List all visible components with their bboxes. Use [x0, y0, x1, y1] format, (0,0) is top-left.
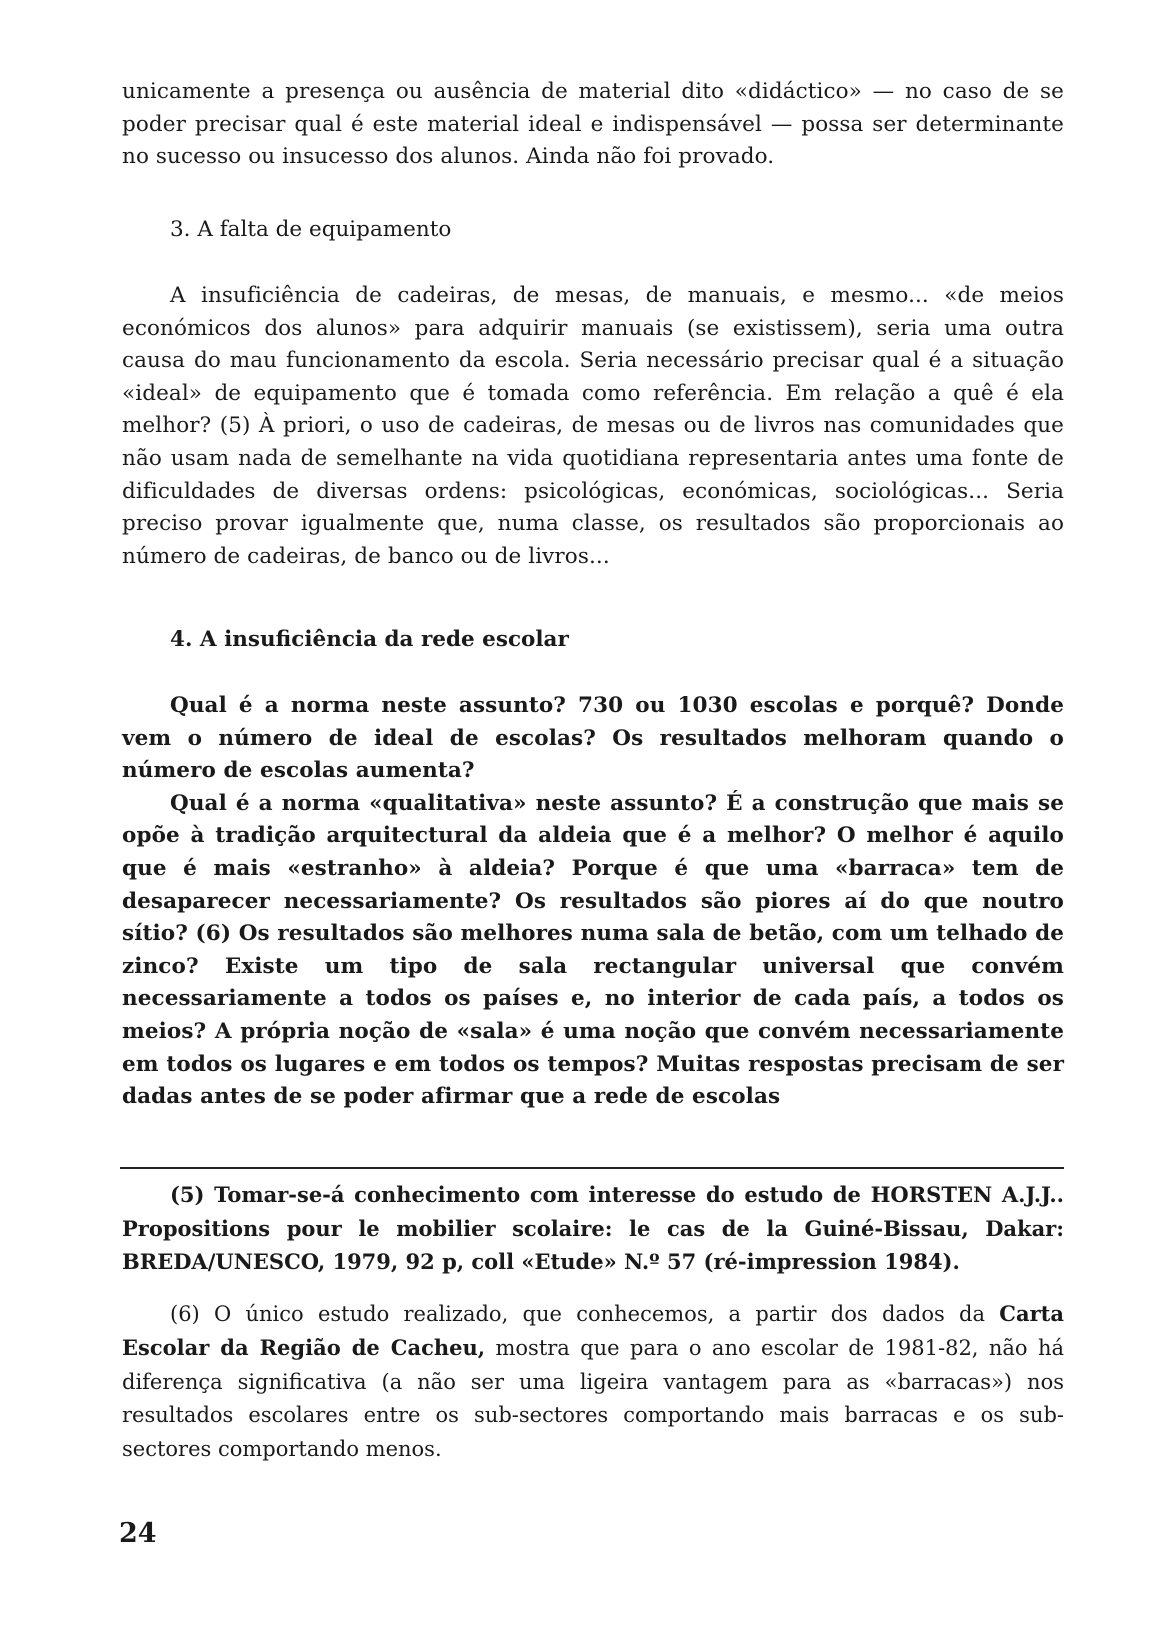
footnotes	[122, 1178, 1064, 1466]
intro-paragraph-block	[122, 76, 1064, 174]
footnote-6	[122, 1297, 1064, 1467]
section-4-paragraph-1: Qual é a norma neste assunto? 730 ou 1030 escolas e porquê? Donde vem o número de ideal de escolas? Os resultados melhoram quando o número de escolas aumenta?	[122, 693, 1064, 784]
footnote-5: (5) Tomar-se-á conhecimento com interesse do estudo de HORSTEN A.J.J.. Propositions pour le mobilier scolaire: le cas de la Guiné-Bissau, Dakar: BREDA/UNESCO, 1979, 92 p, coll «Etude» N.º 57 (ré-impression 1984).	[122, 1182, 1064, 1274]
footnote-6-suffix: mostra que para o ano escolar de 1981-82, não há diferença significativa (a não ser uma ligeira vantagem para as «barracas») nos resultados escolares entre os sub-sectores comportando mais barracas e os sub-sectores comportando menos.	[122, 1336, 1064, 1461]
footnote-6-title: Carta Escolar da Região de Cacheu,	[122, 1300, 1064, 1360]
section-4-heading: 4. A insuficiência da rede escolar	[170, 627, 569, 652]
section-3	[122, 214, 1064, 573]
intro-paragraph: unicamente a presença ou ausência de material dito «didáctico» — no caso de se poder precisar qual é este material ideal e indispensável — possa ser determinante no sucesso ou insucesso dos alunos. Ainda não foi provado.	[122, 79, 1064, 170]
section-3-paragraph: A insuficiência de cadeiras, de mesas, de manuais, e mesmo... «de meios económicos dos alunos» para adquirir manuais (se existissem), seria uma outra causa do mau funcionamento da escola. Seria necessário precisar qual é a situação «ideal» de equipamento que é tomada como referência. Em relação a quê é ela melhor? (5) À priori, o uso de cadeiras, de mesas ou de livros nas comunidades que não usam nada de semelhante na vida quotidiana representaria antes uma fonte de dificuldades de diversas ordens: psicológicas, económicas, sociológicas... Seria preciso provar igualmente que, numa classe, os resultados são proporcionais ao número de cadeiras, de banco ou de livros...	[122, 283, 1064, 569]
section-4	[122, 624, 1064, 1114]
page-number: 24	[119, 1518, 157, 1549]
section-4-paragraph-2: Qual é a norma «qualitativa» neste assunto? É a construção que mais se opõe à tradição arquitectural da aldeia que é a melhor? O melhor é aquilo que é mais «estranho» à aldeia? Porque é que uma «barraca» tem de desaparecer necessariamente? Os resultados são piores aí do que noutro sítio? (6) Os resultados são melhores numa sala de betão, com um telhado de zinco? Existe um tipo de sala rectangular universal que convém necessariamente a todos os países e, no interior de cada país, a todos os meios? A própria noção de «sala» é uma noção que convém necessariamente em todos os lugares e em todos os tempos? Muitas respostas precisam de ser dadas antes de se poder afirmar que a rede de escolas	[122, 790, 1064, 1110]
footnote-divider	[120, 1167, 1064, 1169]
footnote-6-prefix: (6) O único estudo realizado, que conhecemos, a partir dos dados da	[170, 1301, 1000, 1326]
section-3-heading: 3. A falta de equipamento	[170, 217, 452, 242]
